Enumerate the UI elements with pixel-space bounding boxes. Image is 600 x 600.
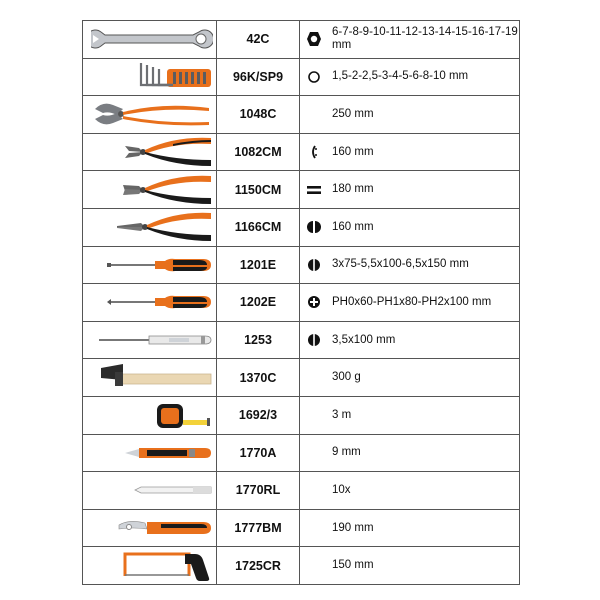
tool-code: 1770RL [217,472,300,510]
tool-code: 1253 [217,321,300,359]
tool-size: 180 mm [328,171,520,209]
tool-image-cell [83,208,217,246]
half-round-jaws-icon [307,220,321,234]
tool-image-cell [83,359,217,397]
tool-symbol-cell [300,58,329,96]
tool-image-cell [83,171,217,209]
tool-symbol-cell [300,547,329,585]
tool-size: 9 mm [328,434,520,472]
tool-size: 3 m [328,396,520,434]
table-row [83,21,520,59]
slotted-tip-icon [307,333,321,347]
tool-image-cell [83,21,217,59]
cable-stripper-knife-icon [117,517,213,539]
tool-size: 3,5x100 mm [328,321,520,359]
tool-symbol-cell [300,21,329,59]
flat-jaws-icon [306,185,322,195]
cutting-edges-icon [309,145,319,159]
side-cutter-pliers-icon [123,136,213,168]
utility-knife-icon [123,443,213,463]
tool-image-cell [83,133,217,171]
tool-size: 6-7-8-9-10-11-12-13-14-15-16-17-19 mm [328,21,520,59]
tool-code: 1370C [217,359,300,397]
tool-symbol-cell [300,321,329,359]
table-row [83,434,520,472]
hammer-icon [99,362,213,394]
tool-image-cell [83,434,217,472]
flat-screwdriver-icon [107,257,213,273]
tool-code: 1692/3 [217,396,300,434]
tool-spec-table [82,20,520,585]
table-row [83,359,520,397]
tool-image-cell [83,246,217,284]
table-row [83,547,520,585]
table-row [83,509,520,547]
combination-pliers-icon [121,174,213,206]
slotted-tip-icon [307,258,321,272]
tool-code: 1082CM [217,133,300,171]
tool-code: 1166CM [217,208,300,246]
tool-symbol-cell [300,359,329,397]
tool-size: 150 mm [328,547,520,585]
tool-size: 160 mm [328,208,520,246]
table-row [83,133,520,171]
tool-size: PH0x60-PH1x80-PH2x100 mm [328,284,520,322]
tool-size: 10x [328,472,520,510]
tool-symbol-cell [300,208,329,246]
tool-image-cell [83,284,217,322]
tool-symbol-cell [300,472,329,510]
tool-code: 1201E [217,246,300,284]
tool-image-cell [83,547,217,585]
phillips-tip-icon [307,295,321,309]
circle-icon [307,70,321,84]
water-pump-pliers-icon [91,99,213,129]
tool-image-cell [83,472,217,510]
tool-image-cell [83,396,217,434]
combination-wrench-icon [91,24,213,54]
hex-nut-icon [306,31,322,47]
tool-size: 160 mm [328,133,520,171]
table-row [83,396,520,434]
tool-symbol-cell [300,509,329,547]
tool-image-cell [83,96,217,134]
tape-measure-icon [153,400,213,430]
tool-code: 1202E [217,284,300,322]
tool-size: 250 mm [328,96,520,134]
tool-size: 190 mm [328,509,520,547]
tool-size: 1,5-2-2,5-3-4-5-6-8-10 mm [328,58,520,96]
table-row [83,321,520,359]
tool-symbol-cell [300,133,329,171]
table-row [83,246,520,284]
blade-refill-icon [133,484,213,496]
tool-symbol-cell [300,171,329,209]
tool-code: 1770A [217,434,300,472]
table-row [83,284,520,322]
long-nose-pliers-icon [117,211,213,243]
tool-symbol-cell [300,96,329,134]
tool-code: 1048C [217,96,300,134]
tool-code: 42C [217,21,300,59]
phillips-screwdriver-icon [107,294,213,310]
tool-symbol-cell [300,246,329,284]
tool-code: 1777BM [217,509,300,547]
tool-code: 1150CM [217,171,300,209]
tool-symbol-cell [300,284,329,322]
tool-symbol-cell [300,396,329,434]
tool-code: 1725CR [217,547,300,585]
voltage-tester-icon [97,333,213,347]
tool-size: 300 g [328,359,520,397]
table-row [83,171,520,209]
tool-image-cell [83,321,217,359]
tool-symbol-cell [300,434,329,472]
table-row [83,96,520,134]
tool-image-cell [83,509,217,547]
tool-code: 96K/SP9 [217,58,300,96]
table-row [83,472,520,510]
table-row [83,208,520,246]
hacksaw-icon [121,550,213,582]
tool-image-cell [83,58,217,96]
table-row [83,58,520,96]
hex-key-set-icon [133,61,213,93]
tool-size: 3x75-5,5x100-6,5x150 mm [328,246,520,284]
